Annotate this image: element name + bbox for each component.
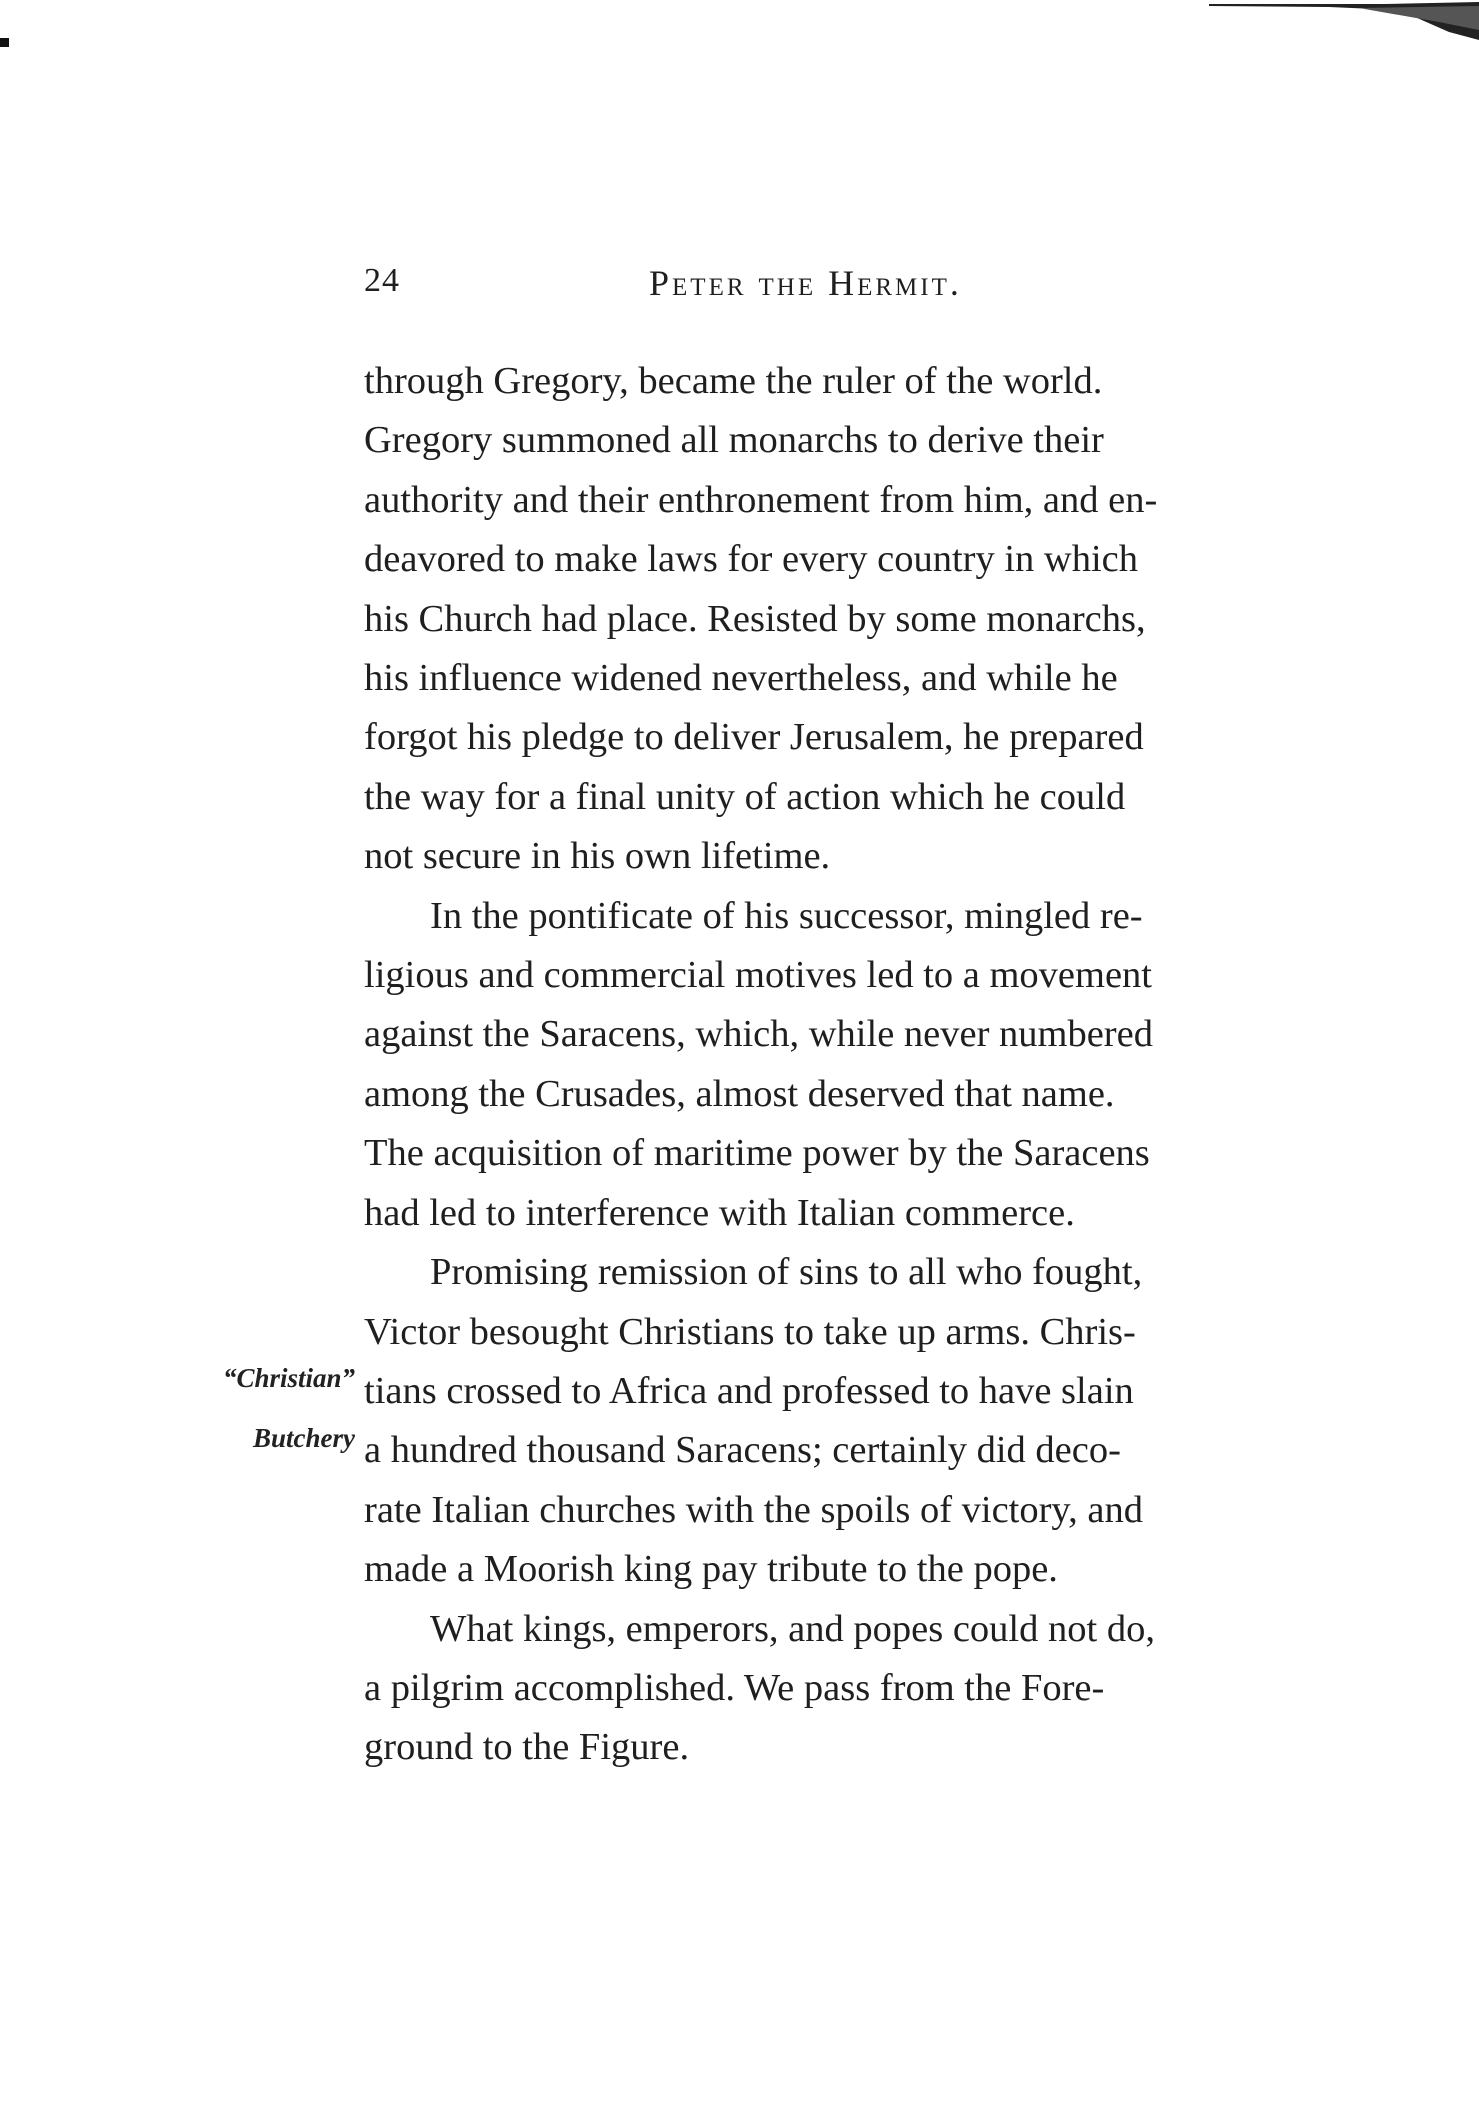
text-line: against the Saracens, which, while never numbered [364, 1013, 1153, 1056]
text-line: tians crossed to Africa and professed to have slain [364, 1369, 1134, 1412]
text-line: The acquisition of maritime power by the Saracens [364, 1132, 1150, 1175]
text-line: the way for a final unity of action which he could [364, 775, 1126, 818]
text-line: What kings, emperors, and popes could not do, [430, 1607, 1155, 1650]
scan-corner-shadow [1209, 0, 1479, 48]
text-line: among the Crusades, almost deserved that name. [364, 1072, 1115, 1115]
text-line: Gregory summoned all monarchs to derive their [364, 419, 1104, 462]
text-line: ligious and commercial motives led to a movement [364, 954, 1152, 997]
text-line: Victor besought Christians to take up arms. Chris- [364, 1310, 1136, 1353]
page-number: 24 [364, 262, 400, 299]
text-line: deavored to make laws for every country in which [364, 538, 1139, 581]
marginal-note-christian: “Christian” [222, 1363, 355, 1393]
text-line: not secure in his own lifetime. [364, 835, 831, 878]
text-line: rate Italian churches with the spoils of victory, and [364, 1488, 1144, 1531]
text-line: through Gregory, became the ruler of the world. [364, 360, 1103, 402]
text-line: a hundred thousand Saracens; certainly did deco- [364, 1429, 1121, 1472]
scan-edge-mark [0, 38, 9, 47]
paragraph-4 [364, 1600, 1304, 1778]
text-line: Promising remission of sins to all who fought, [430, 1251, 1143, 1294]
text-line: a pilgrim accomplished. We pass from the Fore- [364, 1666, 1105, 1709]
text-line: ground to the Figure. [364, 1726, 690, 1769]
paragraph-3 [364, 1243, 1304, 1599]
text-line: his Church had place. Resisted by some monarchs, [364, 597, 1146, 640]
text-line: authority and their enthronement from him, and en- [364, 478, 1158, 521]
marginal-note-butchery: Butchery [252, 1423, 355, 1453]
body-text [364, 352, 1304, 1778]
text-line: In the pontificate of his successor, mingled re- [430, 894, 1143, 937]
paragraph-2 [364, 887, 1304, 1243]
running-head [364, 262, 1304, 312]
text-line: had led to interference with Italian commerce. [364, 1191, 1075, 1234]
paragraph-1 [364, 352, 1304, 887]
page-title: Peter the Hermit. [649, 263, 962, 303]
text-line: his influence widened nevertheless, and while he [364, 657, 1118, 700]
text-line: forgot his pledge to deliver Jerusalem, he prepared [364, 716, 1144, 759]
text-line: made a Moorish king pay tribute to the pope. [364, 1548, 1058, 1591]
